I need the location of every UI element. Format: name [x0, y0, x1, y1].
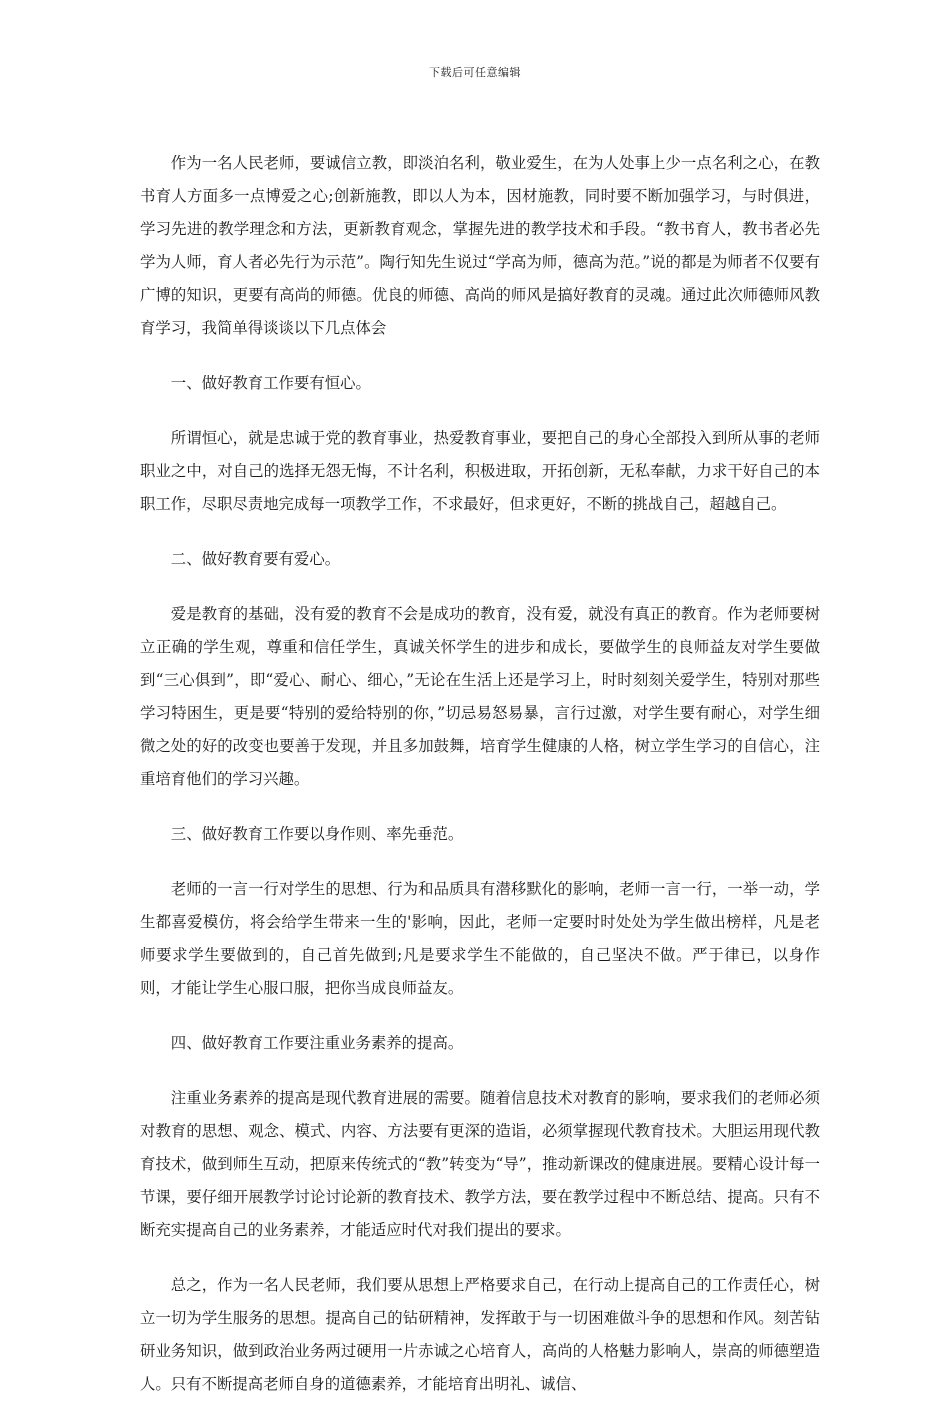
section-paragraph-1: 所谓恒心，就是忠诚于党的教育事业，热爱教育事业，要把自己的身心全部投入到所从事的老师职业之中，对自己的选择无怨无悔，不计名利，积极进取，开拓创新，无私奉献，力求干好自己的本职工作，尽职尽责地完成每一项教学工作，不求最好，但求更好，不断的挑战自己，超越自己。	[140, 429, 820, 513]
document-body	[140, 147, 820, 1401]
section-heading-3: 三、做好教育工作要以身作则、率先垂范。	[170, 825, 464, 843]
section-paragraph-3: 老师的一言一行对学生的思想、行为和品质具有潜移默化的影响，老师一言一行，一举一动，学生都喜爱模仿，将会给学生带来一生的'影响，因此，老师一定要时时处处为学生做出榜样，凡是老师要求学生要做到的，自己首先做到;凡是要求学生不能做的，自己坚决不做。严于律已，以身作则，才能让学生心服口服，把你当成良师益友。	[140, 880, 820, 997]
section-heading-4: 四、做好教育工作要注重业务素养的提高。	[170, 1034, 464, 1052]
page-header: 下载后可任意编辑	[429, 66, 521, 79]
section-paragraph-2: 爱是教育的基础，没有爱的教育不会是成功的教育，没有爱，就没有真正的教育。作为老师要树立正确的学生观，尊重和信任学生，真诚关怀学生的进步和成长，要做学生的良师益友对学生要做到“三心俱到”，即“爱心、耐心、细心，”无论在生活上还是学习上，时时刻刻关爱学生，特别对那些学习特困生，更是要“特别的爱给特别的你，”切忌易怒易暴，言行过激，对学生要有耐心，对学生细微之处的好的改变也要善于发现，并且多加鼓舞，培育学生健康的人格，树立学生学习的自信心，注重培育他们的学习兴趣。	[140, 605, 820, 788]
section-heading-1: 一、做好教育工作要有恒心。	[170, 374, 371, 392]
section-paragraph-4: 注重业务素养的提高是现代教育进展的需要。随着信息技术对教育的影响，要求我们的老师必须对教育的思想、观念、模式、内容、方法要有更深的造诣，必须掌握现代教育技术。大胆运用现代教育技术，做到师生互动，把原来传统式的“教”转变为“导”，推动新课改的健康进展。要精心设计每一节课，要仔细开展教学讨论讨论新的教育技术、教学方法，要在教学过程中不断总结、提高。只有不断充实提高自己的业务素养，才能适应时代对我们提出的要求。	[140, 1089, 820, 1239]
section-heading-2: 二、做好教育要有爱心。	[170, 550, 341, 568]
intro-paragraph: 作为一名人民老师，要诚信立教，即淡泊名利，敬业爱生，在为人处事上少一点名利之心，在教书育人方面多一点博爱之心;创新施教，即以人为本，因材施教，同时要不断加强学习，与时俱进，学习先进的教学理念和方法，更新教育观念，掌握先进的教学技术和手段。“教书育人，教书者必先学为人师，育人者必先行为示范”。陶行知先生说过“学高为师，德高为范。”说的都是为师者不仅要有广博的知识，更要有高尚的师德。优良的师德、高尚的师风是搞好教育的灵魂。通过此次师德师风教育学习，我简单得谈谈以下几点体会	[140, 154, 820, 337]
conclusion-paragraph: 总之，作为一名人民老师，我们要从思想上严格要求自己，在行动上提高自己的工作责任心，树立一切为学生服务的思想。提高自己的钻研精神，发挥敢于与一切困难做斗争的思想和作风。刻苦钻研业务知识，做到政治业务两过硬用一片赤诚之心培育人，高尚的人格魅力影响人，崇高的师德塑造人。只有不断提高老师自身的道德素养，才能培育出明礼、诚信、	[140, 1276, 820, 1393]
